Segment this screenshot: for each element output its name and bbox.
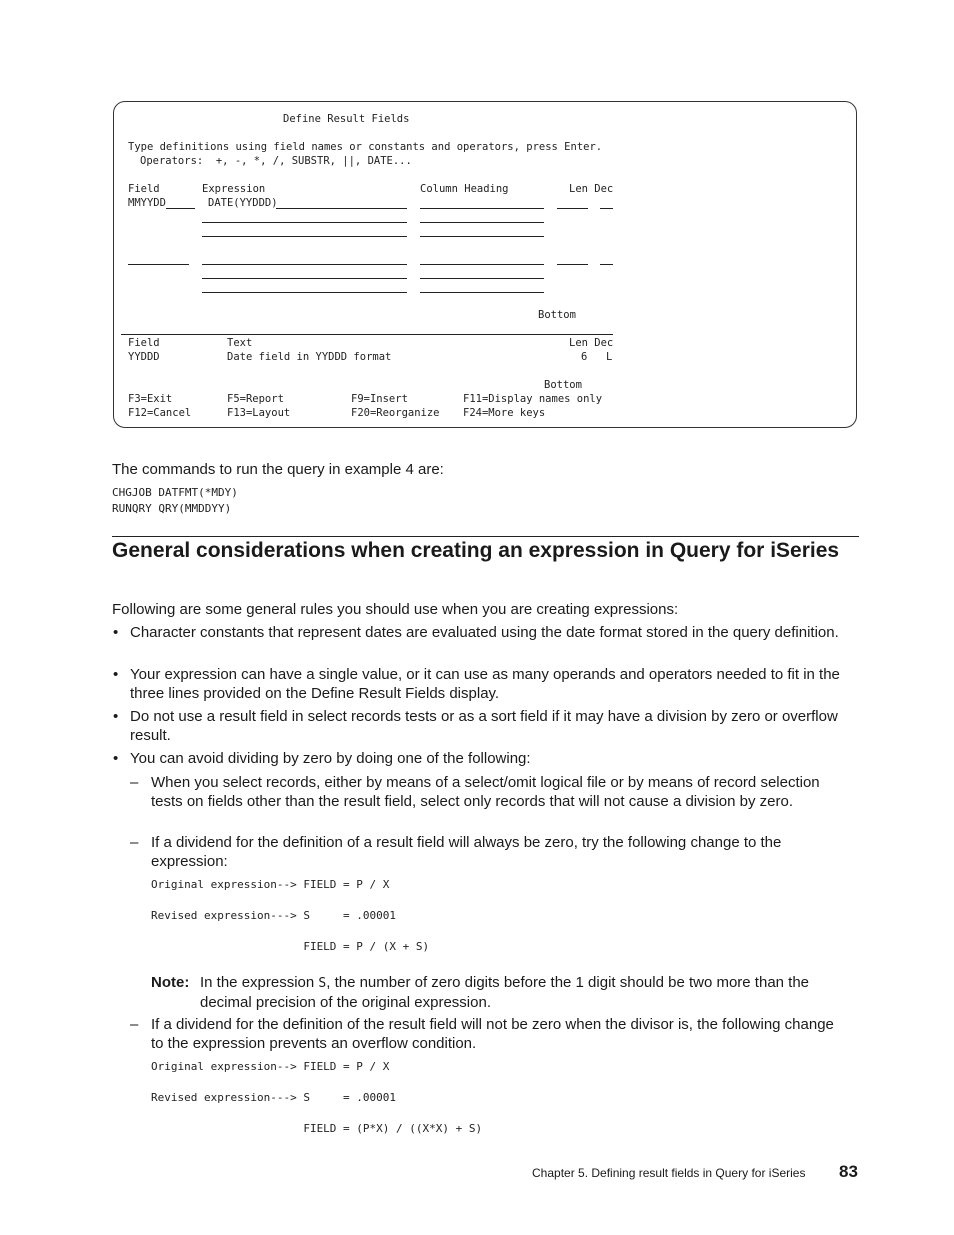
- column-heading-input-line2[interactable]: [420, 222, 544, 223]
- row2-column-heading-input-line2[interactable]: [420, 278, 544, 279]
- lower-header-len-dec: Len Dec: [569, 337, 614, 349]
- lower-row-field: YYDDD: [128, 351, 160, 363]
- dash-marker: –: [130, 774, 139, 791]
- code2-line-2: Revised expression---> S = .00001: [151, 1091, 397, 1104]
- lower-row-dec: L: [606, 351, 613, 363]
- column-heading-input[interactable]: [420, 208, 544, 209]
- row2-expression-input[interactable]: [202, 264, 407, 265]
- lower-row-text: Date field in YYDDD format: [227, 351, 392, 363]
- bullet-marker: •: [113, 708, 119, 725]
- bullet-marker: •: [113, 750, 119, 767]
- dec-input[interactable]: [600, 208, 613, 209]
- expression-input-line3[interactable]: [202, 236, 407, 237]
- code1-line-3: FIELD = P / (X + S): [151, 940, 430, 953]
- note-label: Note:: [151, 974, 190, 991]
- code2-line-1: Original expression--> FIELD = P / X: [151, 1060, 390, 1073]
- bullet-item-1: Character constants that represent dates are evaluated using the date format stored in the query definition.: [130, 624, 839, 641]
- lower-row-len: 6: [581, 351, 588, 363]
- bullet-item-2: Your expression can have a single value, or it can use as many operands and operators needed to fit in the three lines provided on the Define Result Fields display.: [130, 666, 840, 702]
- fkey-f5-report[interactable]: F5=Report: [227, 393, 284, 405]
- note-text-before: In the expression: [200, 974, 319, 991]
- fkey-f9-insert[interactable]: F9=Insert: [351, 393, 408, 405]
- lower-header-text: Text: [227, 337, 253, 349]
- screen-operators: Operators: +, -, *, /, SUBSTR, ||, DATE...: [140, 155, 412, 167]
- expression-input-line2[interactable]: [202, 222, 407, 223]
- fkey-f13-layout[interactable]: F13=Layout: [227, 407, 291, 419]
- fkey-f24-more-keys[interactable]: F24=More keys: [463, 407, 546, 419]
- note-text-after: , the number of zero digits before the 1 digit should be two more than the decimal precision of the original expression.: [200, 974, 810, 1011]
- header-len-dec: Len Dec: [569, 183, 614, 195]
- bottom-indicator-1: Bottom: [538, 309, 576, 321]
- row2-column-heading-input[interactable]: [420, 264, 544, 265]
- screen-divider: [121, 334, 613, 335]
- row2-field-input[interactable]: [128, 264, 189, 265]
- fkey-f20-reorganize[interactable]: F20=Reorganize: [351, 407, 440, 419]
- row2-expression-input-line2[interactable]: [202, 278, 407, 279]
- dash-marker: –: [130, 1016, 139, 1033]
- lead-paragraph: Following are some general rules you should use when you are creating expressions:: [112, 601, 679, 618]
- bullet-item-4: You can avoid dividing by zero by doing one of the following:: [130, 750, 531, 767]
- fkey-f3-exit[interactable]: F3=Exit: [128, 393, 173, 405]
- command-line-1: CHGJOB DATFMT(*MDY): [112, 486, 238, 499]
- header-field: Field: [128, 183, 160, 195]
- fkey-f12-cancel[interactable]: F12=Cancel: [128, 407, 192, 419]
- row2-dec-input[interactable]: [600, 264, 613, 265]
- bullet-item-3: Do not use a result field in select records tests or as a sort field if it may have a division by zero or overflow result.: [130, 708, 838, 744]
- footer-chapter: Chapter 5. Defining result fields in Query for iSeries: [532, 1166, 806, 1180]
- code2-line-3: FIELD = (P*X) / ((X*X) + S): [151, 1122, 483, 1135]
- page-number: 83: [839, 1162, 858, 1181]
- intro-text: The commands to run the query in example 4 are:: [112, 461, 444, 478]
- fkey-f11-display-names[interactable]: F11=Display names only: [463, 393, 603, 405]
- bullet-marker: •: [113, 666, 119, 683]
- row1-field-value[interactable]: MMYYDD: [128, 197, 166, 209]
- bottom-indicator-2: Bottom: [544, 379, 582, 391]
- dash-item-1: When you select records, either by means of a select/omit logical file or by means of record selection tests on fields other than the result field, select only records that will not cause a division by zero.: [151, 774, 820, 810]
- header-expression: Expression: [202, 183, 266, 195]
- header-column-heading: Column Heading: [420, 183, 509, 195]
- lower-header-field: Field: [128, 337, 160, 349]
- screen-title: Define Result Fields: [283, 113, 410, 125]
- dash-marker: –: [130, 834, 139, 851]
- bullet-marker: •: [113, 624, 119, 641]
- expression-input-underline[interactable]: [276, 208, 407, 209]
- screen-instruction: Type definitions using field names or constants and operators, press Enter.: [128, 141, 603, 153]
- note-text: [200, 973, 855, 1012]
- note-code: S: [318, 976, 327, 991]
- row2-len-input[interactable]: [557, 264, 588, 265]
- dash-item-3: If a dividend for the definition of the result field will not be zero when the divisor is, the following change to the expression prevents an overflow condition.: [151, 1016, 834, 1052]
- row2-expression-input-line3[interactable]: [202, 292, 407, 293]
- len-input[interactable]: [557, 208, 588, 209]
- section-heading: General considerations when creating an expression in Query for iSeries: [112, 539, 840, 562]
- row2-column-heading-input-line3[interactable]: [420, 292, 544, 293]
- command-line-2: RUNQRY QRY(MMDDYY): [112, 502, 232, 515]
- row1-expression-value[interactable]: DATE(YYDDD): [208, 197, 278, 209]
- dash-item-2: If a dividend for the definition of a result field will always be zero, try the following change to the expression:: [151, 834, 782, 870]
- code1-line-2: Revised expression---> S = .00001: [151, 909, 397, 922]
- code1-line-1: Original expression--> FIELD = P / X: [151, 878, 390, 891]
- field-input-underline[interactable]: [166, 208, 195, 209]
- section-rule: [112, 536, 859, 537]
- column-heading-input-line3[interactable]: [420, 236, 544, 237]
